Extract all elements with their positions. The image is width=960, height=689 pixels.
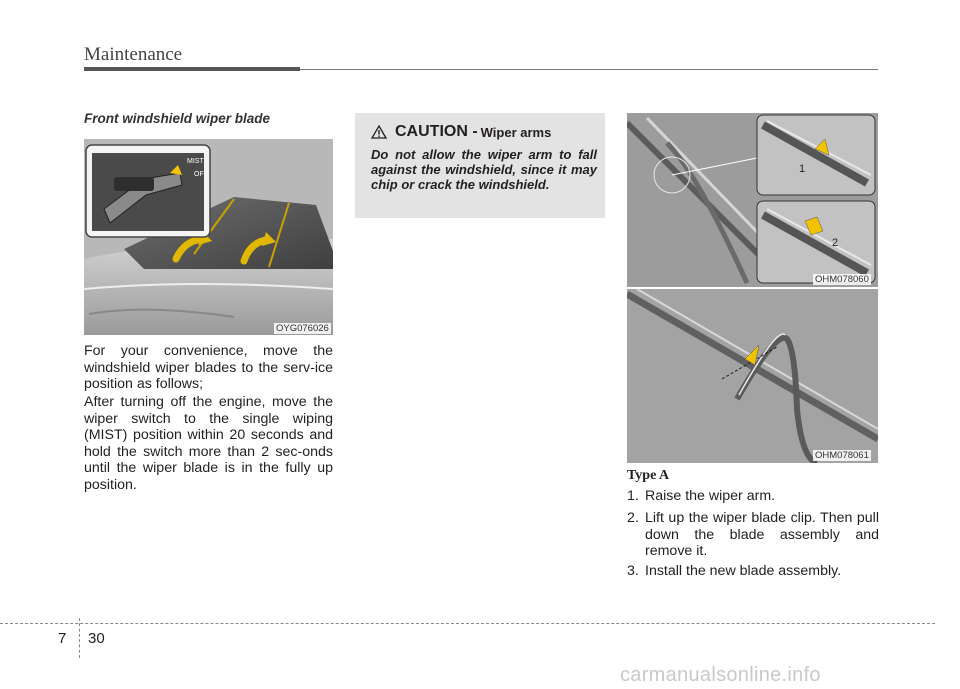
step-text: Raise the wiper arm.	[645, 488, 776, 504]
step-number: 1.	[627, 488, 639, 504]
page-header-title: Maintenance	[84, 44, 183, 65]
header-rule-thick	[84, 67, 300, 71]
figure-wiper-clip	[627, 113, 878, 287]
caution-title: CAUTION -	[395, 123, 478, 140]
chapter-number: 7	[58, 630, 67, 647]
figure-code: OHM078061	[815, 450, 869, 461]
warning-triangle-icon	[371, 125, 387, 139]
figure-wiper-switch	[84, 139, 333, 335]
instruction-step	[627, 510, 879, 560]
caution-heading	[371, 123, 551, 141]
watermark: carmanualsonline.info	[620, 664, 821, 686]
callout-2: 2	[832, 237, 839, 249]
header-rule-thin	[300, 69, 878, 70]
caution-box	[355, 113, 605, 218]
instruction-step	[627, 488, 879, 505]
step-number: 2.	[627, 510, 639, 526]
caution-subtitle: Wiper arms	[480, 124, 552, 140]
section-title: Front windshield wiper blade	[84, 111, 271, 126]
blade-removal-illustration	[627, 289, 878, 463]
figure-code: OYG076026	[276, 323, 329, 334]
callout-1: 1	[799, 163, 806, 175]
figure-code: OHM078060	[815, 274, 869, 285]
step-number: 3.	[627, 563, 639, 579]
caution-text: Do not allow the wiper arm to fall against the windshield, since it may chip or crack the windshield.	[371, 147, 597, 192]
figure-blade-removal	[627, 289, 878, 463]
car-windshield-illustration	[84, 139, 333, 335]
body-paragraph: After turning off the engine, move the wiper switch to the single wiping (MIST) position within 20 seconds and hold the switch more than 2 sec-onds until the wiper blade is in the fully up position.	[84, 394, 333, 493]
type-a-heading: Type A	[627, 468, 670, 483]
step-text: Install the new blade assembly.	[645, 563, 842, 579]
wiper-blade-clip-illustration	[627, 113, 878, 287]
instruction-step	[627, 563, 879, 580]
step-text: Lift up the wiper blade clip. Then pull down the blade assembly and remove it.	[645, 510, 879, 559]
switch-label-off: OFF	[194, 171, 208, 178]
page-number: 30	[88, 630, 105, 647]
footer-divider	[79, 618, 80, 658]
switch-label-mist: MIST	[187, 158, 204, 165]
footer-rule	[0, 623, 935, 624]
body-paragraph: For your convenience, move the windshield wiper blades to the serv-ice position as follows;	[84, 343, 333, 392]
